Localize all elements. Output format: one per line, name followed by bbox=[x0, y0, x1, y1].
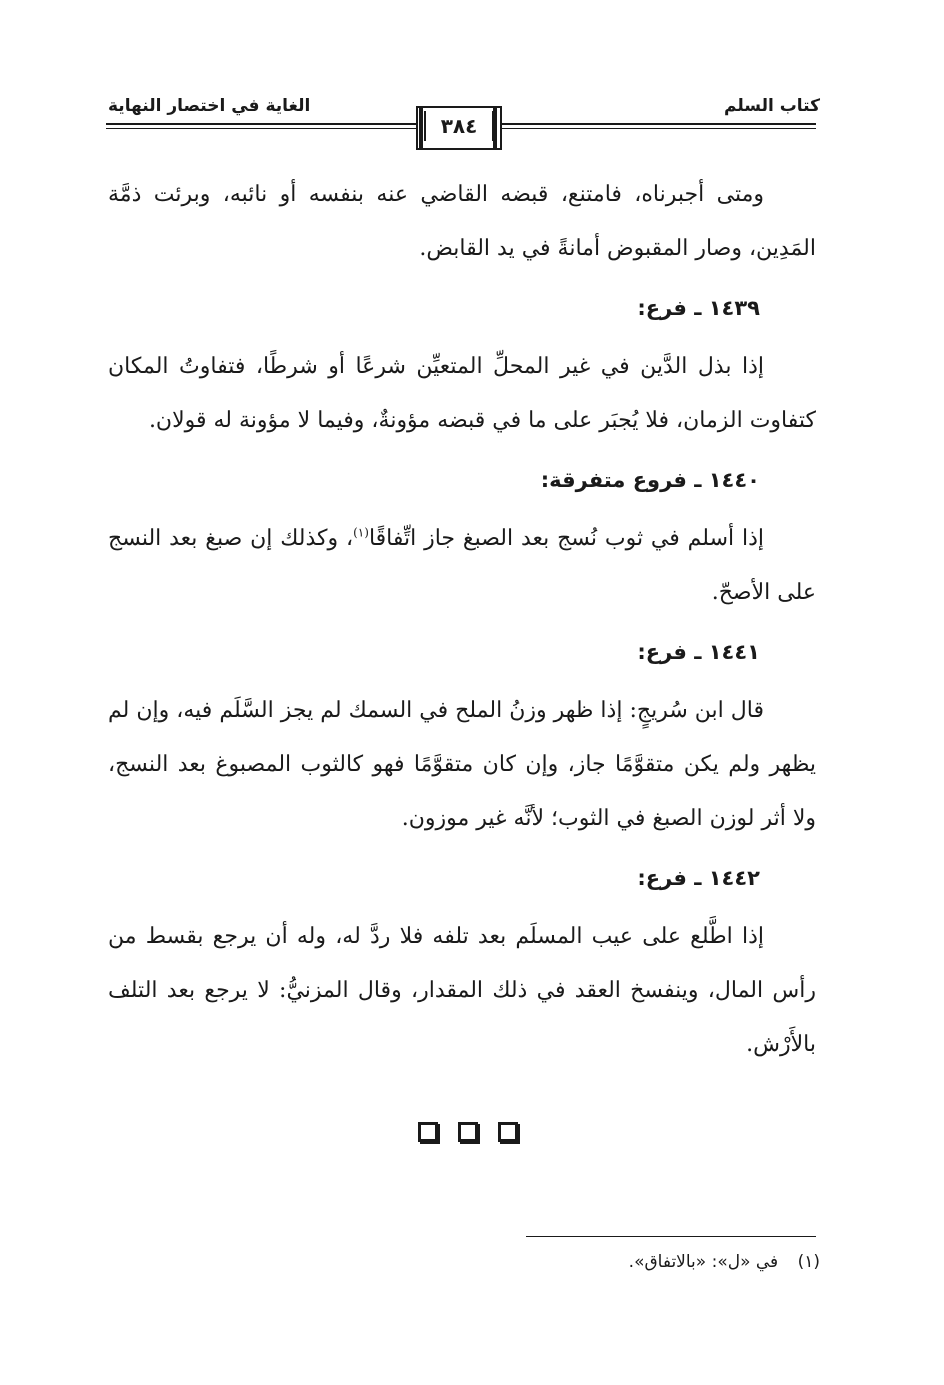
body-paragraph bbox=[108, 512, 816, 620]
footnote bbox=[629, 1252, 820, 1272]
footnote-marker: (١) bbox=[353, 525, 369, 540]
running-header-work-title: الغاية في اختصار النهاية bbox=[108, 96, 311, 116]
section-heading: ١٤٤١ ـ فرع: bbox=[637, 640, 760, 664]
footnote-number: (١) bbox=[797, 1252, 820, 1272]
body-paragraph: قال ابن سُريجٍ: إذا ظهر وزنُ الملح في السمك لم يجز السَّلَم فيه، وإن لم يظهر ولم يكن متقوَّمًا جاز، وإن كان متقوَّمًا فهو كالثوب المصبوغ بعد النسج، ولا أثر لوزن الصبغ في الثوب؛ لأنَّه غير موزون. bbox=[108, 698, 816, 831]
section-heading: ١٤٤٢ ـ فرع: bbox=[637, 866, 760, 890]
main-text bbox=[108, 168, 816, 1072]
footnote-text: في «ل»: «بالاتفاق». bbox=[628, 1252, 779, 1272]
body-paragraph: إذا اطَّلع على عيب المسلَم بعد تلفه فلا ردَّ له، وله أن يرجع بقسط من رأس المال، وينفسخ العقد في ذلك المقدار، وقال المزنيُّ: لا يرجع بعد التلف بالأَرْش. bbox=[108, 924, 816, 1057]
section-heading: ١٤٤٠ ـ فروع متفرقة: bbox=[540, 468, 760, 492]
page-number-frame bbox=[416, 106, 502, 150]
body-paragraph: ومتى أجبرناه، فامتنع، قبضه القاضي عنه بنفسه أو نائبه، وبرئت ذمَّة المَدِين، وصار المقبوض أمانةً في يد القابض. bbox=[108, 182, 816, 261]
section-separator bbox=[418, 1118, 518, 1146]
separator-square-icon bbox=[458, 1122, 478, 1142]
separator-square-icon bbox=[498, 1122, 518, 1142]
section-heading: ١٤٣٩ ـ فرع: bbox=[637, 296, 760, 320]
body-paragraph: إذا بذل الدَّين في غير المحلِّ المتعيِّن شرعًا أو شرطًا، فتفاوتُ المكان كتفاوت الزمان، فلا يُجبَر على ما في قبضه مؤونةٌ، وفيما لا مؤونة له قولان. bbox=[108, 354, 816, 433]
paragraph-text: إذا أسلم في ثوب نُسج بعد الصبغ جاز اتِّفاقًا bbox=[368, 526, 764, 551]
footnote-rule bbox=[526, 1236, 816, 1237]
separator-square-icon bbox=[418, 1122, 438, 1142]
page-number: ٣٨٤ bbox=[424, 111, 494, 141]
page-number-bar-left bbox=[419, 106, 423, 150]
running-header-book-title: كتاب السلم bbox=[724, 96, 820, 116]
paragraph-text-continued: ، وكذلك إن صبغ بعد النسج على الأصحّ. bbox=[108, 526, 816, 605]
